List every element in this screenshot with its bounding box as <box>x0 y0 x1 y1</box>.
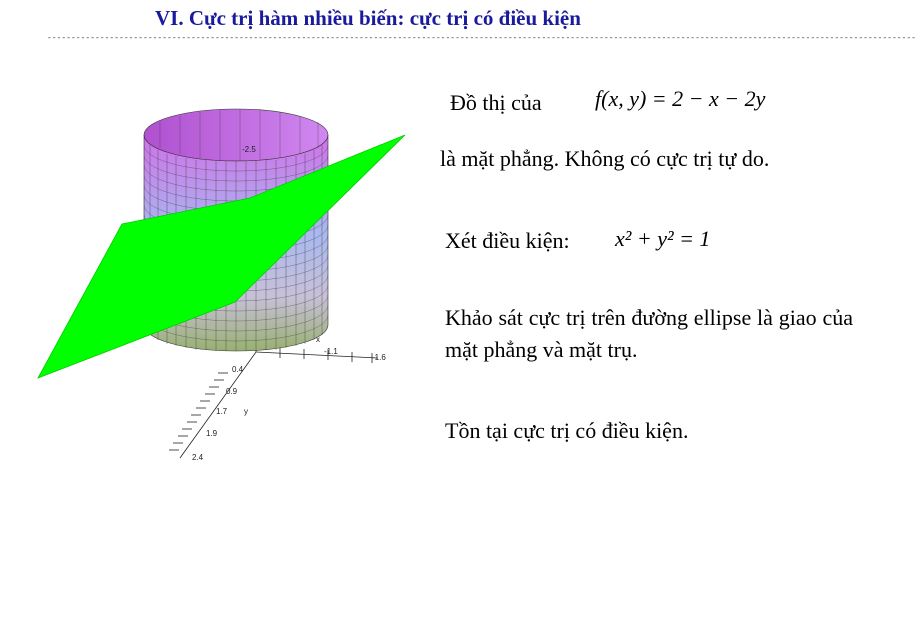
axis-label-y: y <box>244 407 248 416</box>
tick-label: 2.4 <box>192 453 204 462</box>
tick-label: 0.4 <box>232 365 244 374</box>
analysis-text: Khảo sát cực trị trên đường ellipse là giao của mặt phẳng và mặt trụ. <box>445 305 853 362</box>
tick-label: -1.6 <box>372 353 386 362</box>
graph-label: Đồ thị của <box>450 90 542 115</box>
cylinder-top-opening <box>144 109 328 161</box>
axis-ticks <box>169 348 372 450</box>
axis-label-x: x <box>316 335 320 344</box>
tick-label: -2.5 <box>242 145 256 154</box>
function-formula: f(x, y) = 2 − x − 2y <box>595 86 766 111</box>
tick-label: 0.9 <box>226 387 238 396</box>
tick-label: -1.1 <box>324 347 338 356</box>
3d-plot-figure <box>20 90 420 470</box>
slide-title: VI. Cực trị hàm nhiều biến: cực trị có điều kiện <box>155 6 581 30</box>
plane-statement: là mặt phẳng. Không có cực trị tự do. <box>440 146 770 171</box>
constraint-label: Xét điều kiện: <box>445 228 570 253</box>
title-divider: ------------------------------------------------------------------------------------------------------------------------------------------------------------------------------------- <box>47 34 916 43</box>
tick-label: 1.9 <box>206 429 218 438</box>
tick-label: 1.7 <box>216 407 228 416</box>
conclusion-text: Tồn tại cực trị có điều kiện. <box>445 418 689 443</box>
constraint-formula: x² + y² = 1 <box>615 226 711 251</box>
